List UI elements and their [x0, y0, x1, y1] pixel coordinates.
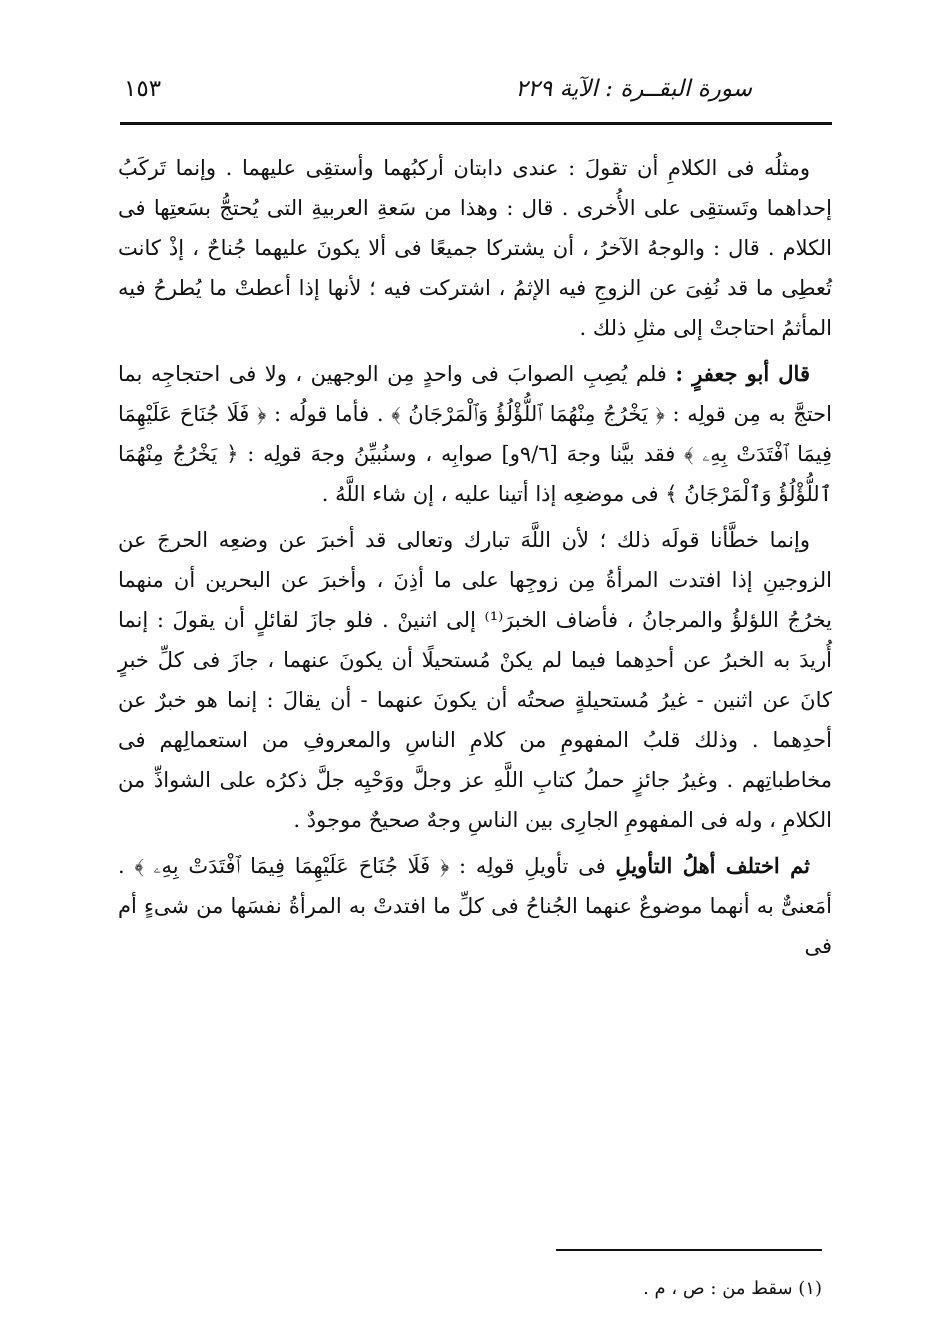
paragraph-text: وإنما خطَّأنا قولَه ذلك ؛ لأن اللَّهَ تبارك وتعالى قد أخبرَ عن وضعِه الحرجَ عن الزوجينِ إذا افتدت المرأةُ مِن زوجِها على ما أذِنَ ، وأخبرَ عن البحرين أن منهما يخرُجُ اللؤلؤُ والمرجانُ ، فأضاف الخبرَ⁽¹⁾ إلى اثنينْ . فلو جازَ لقائلٍ أن يقولَ : إنما أُريدَ به الخبرُ عن أحدِهما فيما لم يكنْ مُستحيلًا أن يكونَ عنهما ، جازَ فى كلِّ خبرٍ كانَ عن اثنين - غيرُ مُستحيلةٍ صحتُه أن يكونَ عنهما - أن يقالَ : إنما هو خبرٌ عن أحدِهما . وذلك قلبُ المفهومِ من كلامِ الناسِ والمعروفِ من استعمالِهم فى مخاطباتِهم . وغيرُ جائزٍ حملُ كتابِ اللَّهِ عز وجلَّ ووَحْيِه جلَّ ذكرُه على الشواذِّ من الكلامِ ، وله فى المفهومِ الجارِى بين الناسِ وجهٌ صحيحٌ موجودٌ . [118, 528, 832, 832]
paragraph-text: ومثلُه فى الكلامِ أن تقولَ : عندى دابتان أركبُهما وأستقِى عليهما . وإنما تَركَبُ إحداهما وتَستقِى على الأُخرى . قال : وهذا من سَعةِ العربيةِ التى يُحتجُّ بسَعتِها فى الكلام . قال : والوجهُ الآخرُ ، أن يشتركا جميعًا فى ألا يكونَ عليهما جُناحٌ ، إذْ كانت تُعطِى ما قد نُفِىَ عن الزوجِ فيه الإثمُ ، اشتركت فيه ؛ لأنها إذا أعطتْ ما يُطرحُ فيه المأثمُ احتاجتْ إلى مثلِ ذلك . [118, 156, 832, 340]
running-head-title: سورة البقــرة : الآية ٢٢٩ [515, 76, 752, 102]
header-rule [120, 122, 832, 125]
page-number: ١٥٣ [124, 76, 162, 102]
paragraph [118, 520, 832, 840]
body-text [118, 148, 832, 972]
footnote-rule [556, 1249, 822, 1251]
paragraph [118, 846, 832, 966]
page-header [120, 60, 832, 122]
paragraph [118, 354, 832, 514]
paragraph-lead: قال أبو جعفرٍ : [675, 361, 810, 386]
paragraph [118, 148, 832, 348]
paragraph-text: فى تأويلِ قولِه : ﴿ فَلَا جُنَاحَ عَلَيْهِمَا فِيمَا ٱفْتَدَتْ بِهِۦ ﴾ . أمَعنىٌّ به أنهما موضوعٌ عنهما الجُناحُ فى كلِّ ما افتدتْ به المرأةُ نفسَها من شىءٍ أم فى [118, 854, 832, 958]
footnote: (١) سقط من : ص ، م . [643, 1278, 822, 1299]
paragraph-lead: ثم اختلف أهلُ التأويلِ [615, 853, 810, 878]
paragraph-text: فلم يُصِبِ الصوابَ فى واحدٍ مِن الوجهين ، ولا فى احتجاجِه بما احتجَّ به مِن قولِه : ﴿ يَخْرُجُ مِنْهُمَا ٱللُّؤْلُؤُ وَٱلْمَرْجَانُ ﴾ . فأما قولُه : ﴿ فَلَا جُنَاحَ عَلَيْهِمَا فِيمَا ٱفْتَدَتْ بِهِۦ ﴾ فقد بيَّنا وجهَ [٩/٦و] صوابِه ، وسنُبيِّنُ وجهَ قولِه : ﴿ يَخْرُجُ مِنْهُمَا ٱللُّؤْلُؤُ وَٱلْمَرْجَانُ ﴾ فى موضعِه إذا أتينا عليه ، إن شاء اللَّهُ . [118, 362, 832, 506]
